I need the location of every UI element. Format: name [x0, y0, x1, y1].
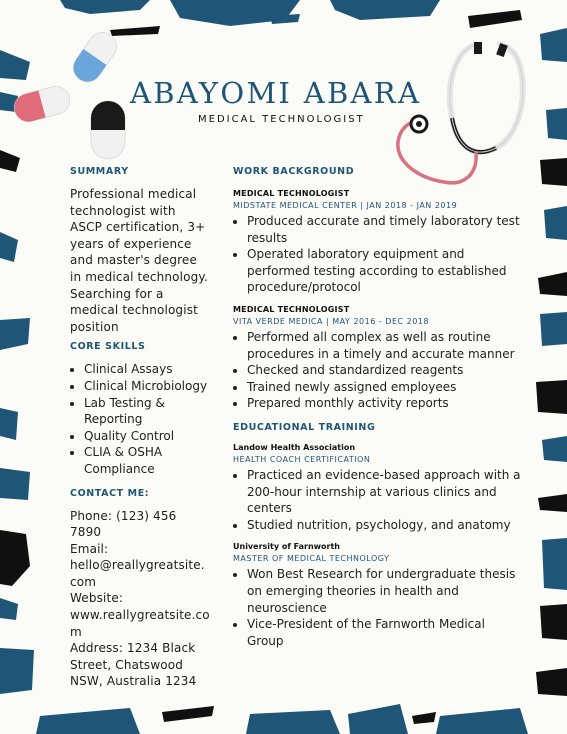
contact-website-label: Website: — [70, 591, 124, 606]
contact-block — [70, 508, 210, 691]
list-item: • Trained newly assigned employees — [247, 379, 523, 396]
contact-website[interactable]: www.reallygreatsite.com — [70, 608, 210, 639]
contact-email-label: Email: — [70, 541, 109, 556]
contact-phone: Phone: (123) 456 7890 — [70, 508, 177, 540]
list-item: • Lab Testing & Reporting — [84, 395, 210, 428]
list-item: • Clinical Assays — [84, 361, 210, 378]
job-bullets — [233, 213, 523, 296]
school-name: Landow Health Association — [233, 442, 356, 452]
job-title: MEDICAL TECHNOLOGIST — [233, 189, 350, 198]
list-item: • Clinical Microbiology — [84, 378, 210, 395]
list-item: • Produced accurate and timely laboratory test results — [247, 213, 523, 246]
school-entry — [233, 443, 523, 533]
list-item: • Performed all complex as well as routine procedures in a timely and accurate manner — [247, 329, 523, 362]
school-entry — [233, 542, 523, 649]
school-bullets — [233, 566, 523, 649]
school-name: University of Farnworth — [233, 542, 340, 552]
summary-heading: SUMMARY — [70, 166, 129, 177]
list-item: • Won Best Research for undergraduate thesis on emerging theories in health and neuroscience — [247, 566, 523, 616]
pill-blue-icon — [68, 27, 122, 87]
list-item: • Prepared monthly activity reports — [247, 395, 523, 412]
candidate-role: MEDICAL TECHNOLOGIST — [198, 114, 365, 125]
list-item: • Vice-President of the Farnworth Medical Group — [247, 616, 523, 649]
job-title: MEDICAL TECHNOLOGIST — [233, 304, 350, 314]
contact-email[interactable]: hello@reallygreatsite.com — [70, 558, 205, 589]
school-bullets — [233, 467, 523, 533]
job-org: VITA VERDE MEDICA | MAY 2016 - DEC 2018 — [233, 316, 429, 326]
contact-address: Address: 1234 Black Street, Chatswood NSW, Australia 1234 — [70, 641, 197, 689]
right-column — [233, 166, 523, 649]
stethoscope-icon — [398, 42, 523, 183]
work-heading: WORK BACKGROUND — [233, 166, 355, 177]
core-skills-heading: CORE SKILLS — [70, 341, 146, 353]
pill-red-icon — [11, 83, 72, 125]
list-item: • Studied nutrition, psychology, and anatomy — [247, 517, 523, 534]
candidate-name: ABAYOMI ABARA — [130, 76, 422, 110]
list-item: • Checked and standardized reagents — [247, 362, 523, 379]
school-program: MASTER OF MEDICAL TECHNOLOGY — [233, 554, 390, 564]
core-skills-list — [70, 361, 210, 477]
education-heading: EDUCATIONAL TRAINING — [233, 421, 376, 433]
school-program: HEALTH COACH CERTIFICATION — [233, 454, 371, 464]
job-bullets — [233, 329, 523, 412]
list-item: • Quality Control — [84, 428, 210, 445]
job-org: MIDSTATE MEDICAL CENTER | JAN 2018 - JAN 2019 — [233, 201, 458, 210]
left-column — [70, 166, 210, 690]
list-item: • CLIA & OSHA Compliance — [84, 444, 210, 477]
list-item: • Operated laboratory equipment and performed testing according to established procedure/protocol — [247, 246, 523, 296]
job-entry — [233, 189, 523, 296]
summary-text: Professional medical technologist with ASCP certification, 3+ years of experience and master's degree in medical technology. Searching for a medical technologist position — [70, 187, 208, 334]
job-entry — [233, 305, 523, 412]
contact-heading: CONTACT ME: — [70, 487, 150, 499]
list-item: • Practiced an evidence-based approach with a 200-hour internship at various clinics and centers — [247, 467, 523, 517]
pill-black-icon — [91, 101, 125, 159]
